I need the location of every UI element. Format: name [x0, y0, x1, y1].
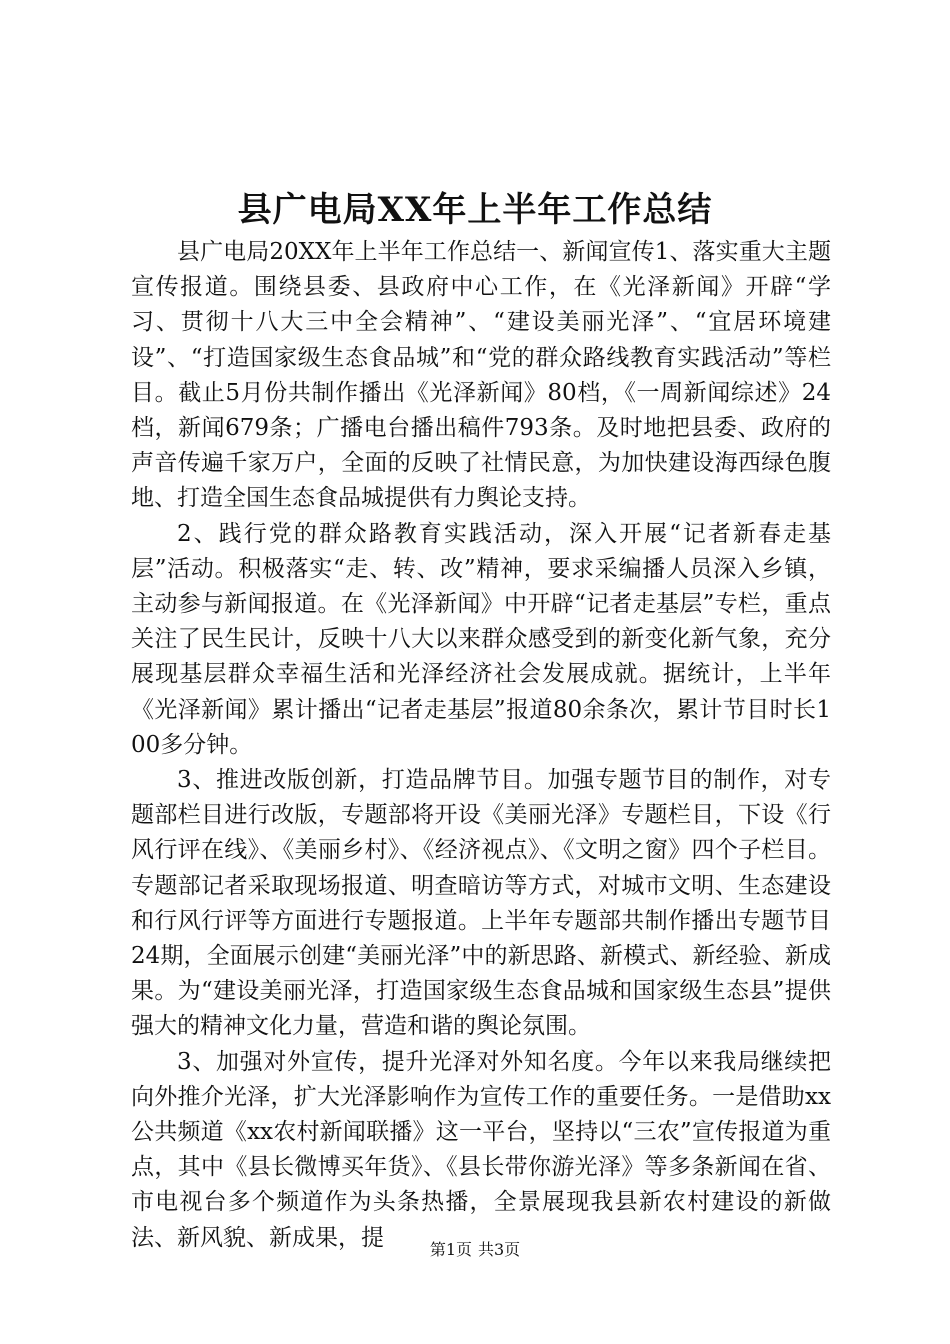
paragraph-4: 3、加强对外宣传，提升光泽对外知名度。今年以来我局继续把向外推介光泽，扩大光泽影响作为宣传工作的重要任务。一是借助xx公共频道《xx农村新闻联播》这一平台，坚持以“三农”宣传报道为重点，其中《县长微博买年货》、《县长带你游光泽》等多条新闻在省、市电视台多个频道作为头条热播，全景展现我县新农村建设的新做法、新风貌、新成果，提	[131, 1048, 831, 1251]
page-total: 共3页	[478, 1240, 521, 1259]
paragraph-3: 3、推进改版创新，打造品牌节目。加强专题节目的制作，对专题部栏目进行改版，专题部将开设《美丽光泽》专题栏目，下设《行风行评在线》、《美丽乡村》、《经济视点》、《文明之窗》四个子栏目。专题部记者采取现场报道、明查暗访等方式，对城市文明、生态建设和行风行评等方面进行专题报道。上半年专题部共制作播出专题节目24期，全面展示创建“美丽光泽”中的新思路、新模式、新经验、新成果。为“建设美丽光泽，打造国家级生态食品城和国家级生态县”提供强大的精神文化力量，营造和谐的舆论氛围。	[131, 767, 831, 1040]
page-footer	[0, 1238, 950, 1262]
page-number: 第1页	[429, 1240, 472, 1259]
paragraph-2: 2、践行党的群众路教育实践活动，深入开展“记者新春走基层”活动。积极落实“走、转、改”精神，要求采编播人员深入乡镇，主动参与新闻报道。在《光泽新闻》中开辟“记者走基层”专栏，重点关注了民生民计，反映十八大以来群众感受到的新变化新气象，充分展现基层群众幸福生活和光泽经济社会发展成就。据统计，上半年《光泽新闻》累计播出“记者走基层”报道80余条次，累计节目时长100多分钟。	[131, 520, 831, 758]
paragraph-1: 县广电局20XX年上半年工作总结一、新闻宣传1、落实重大主题宣传报道。围绕县委、县政府中心工作，在《光泽新闻》开辟“学习、贯彻十八大三中全会精神”、“建设美丽光泽”、“宜居环境建设”、“打造国家级生态食品城”和“党的群众路线教育实践活动”等栏目。截止5月份共制作播出《光泽新闻》80档，《一周新闻综述》24档，新闻679条；广播电台播出稿件793条。及时地把县委、政府的声音传遍千家万户，全面的反映了社情民意，为加快建设海西绿色腹地、打造全国生态食品城提供有力舆论支持。	[131, 239, 831, 512]
document-title: 县广电局XX年上半年工作总结	[237, 190, 713, 230]
document-body	[131, 235, 831, 1256]
